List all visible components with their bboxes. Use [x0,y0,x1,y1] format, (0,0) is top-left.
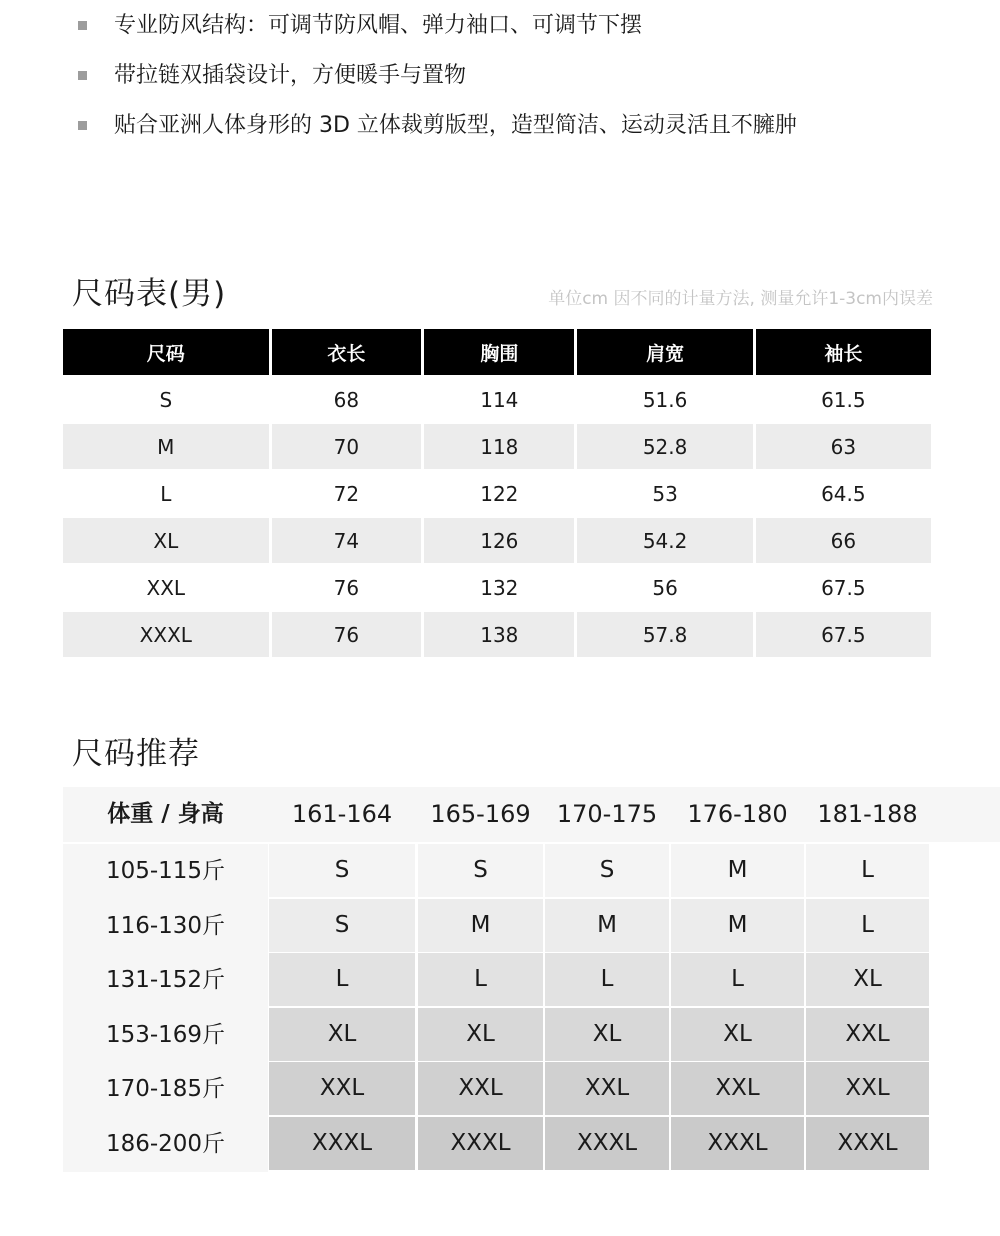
recommended-size-cell: L [418,953,543,1006]
header-cell: 肩宽 [577,329,752,375]
weight-row-label: 186-200斤 [105,1131,226,1157]
recommended-size-cell: M [418,899,543,952]
recommended-size-cell: XL [671,1008,804,1061]
square-bullet-icon [78,21,87,30]
recommended-size-cell: S [545,844,669,897]
feature-text: 贴合亚洲人体身形的 3D 立体裁剪版型，造型简洁、运动灵活且不臃肿 [114,113,797,138]
table-cell: 70 [272,424,422,469]
recommended-size-cell: XXXL [671,1117,804,1170]
table-cell: 74 [272,518,422,563]
table-cell: 114 [480,387,519,412]
weight-row-label: 153-169斤 [105,1021,226,1048]
table-cell: M [63,424,269,469]
recommended-size-cell: XXXL [418,1117,543,1170]
recommended-size-cell: XL [418,1008,543,1061]
table-cell: 53 [652,481,678,506]
height-column-header: 165-169 [430,800,531,828]
height-column-header: 176-180 [687,800,788,828]
table-cell: XXXL [63,612,269,657]
recommended-size-cell: M [671,899,804,952]
height-column-header: 161-164 [291,800,393,828]
feature-item [78,60,978,110]
table-cell: 67.5 [756,612,931,657]
table-cell: 126 [424,518,574,563]
size-table-header-row [63,329,931,375]
table-cell: 76 [333,575,360,600]
recommended-size-cell: XXXL [545,1117,669,1170]
table-cell: 52.8 [577,424,752,469]
table-cell: 138 [424,612,574,657]
recommended-size-cell: XXL [806,1008,929,1061]
table-cell: 122 [480,481,519,506]
weight-row-label: 116-130斤 [105,912,226,939]
table-cell: 61.5 [821,387,866,412]
weight-row-label: 105-115斤 [105,858,226,884]
size-table [60,327,934,659]
recommended-size-cell: XXL [671,1062,804,1115]
table-cell: 118 [424,424,574,469]
header-cell: 尺码 [63,329,269,375]
header-cell: 袖长 [756,329,931,375]
recommended-size-cell: L [806,844,929,897]
table-cell: 76 [272,612,422,657]
table-cell: XL [63,518,269,563]
recommended-size-cell: XXL [269,1062,415,1115]
table-row [63,565,931,610]
recommended-size-cell: XL [806,953,929,1006]
table-cell: 67.5 [821,575,866,600]
table-cell: 132 [480,575,519,600]
recommended-size-cell: XXXL [269,1117,415,1170]
feature-text: 专业防风结构：可调节防风帽、弹力袖口、可调节下摆 [114,13,643,38]
recommended-size-cell: XL [269,1008,415,1061]
table-cell: 63 [756,424,931,469]
table-row [63,471,931,516]
recommended-size-cell: XXL [545,1062,669,1115]
table-row [63,424,931,469]
table-cell: 64.5 [821,481,866,506]
size-recommendation-table [63,787,1000,1167]
recommended-size-cell: L [269,953,415,1006]
table-cell: 66 [756,518,931,563]
weight-row-label: 131-152斤 [105,967,226,994]
table-cell: 68 [333,387,360,412]
recommended-size-cell: M [671,844,804,897]
table-cell: S [159,387,173,412]
table-cell: 57.8 [577,612,752,657]
weight-height-corner-label: 体重 / 身高 [107,801,224,827]
recommended-size-cell: L [806,899,929,952]
recommended-size-cell: M [545,899,669,952]
table-cell: 56 [652,575,678,600]
recommended-size-cell: XXL [806,1062,929,1115]
recommended-size-cell: XXL [418,1062,543,1115]
table-cell: XXL [146,575,186,600]
recommended-size-cell: L [545,953,669,1006]
recommended-size-cell: S [269,844,415,897]
size-recommendation-title: 尺码推荐 [72,736,200,772]
feature-list [78,10,978,160]
unit-note: 单位cm 因不同的计量方法, 测量允许1-3cm内误差 [548,289,933,309]
recommended-size-cell: S [418,844,543,897]
square-bullet-icon [78,71,87,80]
table-cell: 54.2 [577,518,752,563]
header-cell: 胸围 [424,329,574,375]
square-bullet-icon [78,121,87,130]
height-column-header: 170-175 [556,800,658,828]
size-table-title: 尺码表(男) [72,276,227,312]
recommended-size-cell: L [671,953,804,1006]
header-cell: 衣长 [272,329,422,375]
recommended-size-cell: XL [545,1008,669,1061]
weight-row-label: 170-185斤 [105,1076,226,1103]
table-cell: 51.6 [642,387,688,412]
table-row [63,377,931,422]
table-cell: L [160,481,172,506]
recommended-size-cell: S [269,899,415,952]
feature-item [78,10,978,60]
table-cell: 72 [333,481,360,506]
table-row [63,612,931,657]
feature-text: 带拉链双插袋设计，方便暖手与置物 [114,63,467,88]
table-row [63,518,931,563]
recommended-size-cell: XXXL [806,1117,929,1170]
feature-item [78,110,978,160]
height-column-header: 181-188 [817,800,918,828]
